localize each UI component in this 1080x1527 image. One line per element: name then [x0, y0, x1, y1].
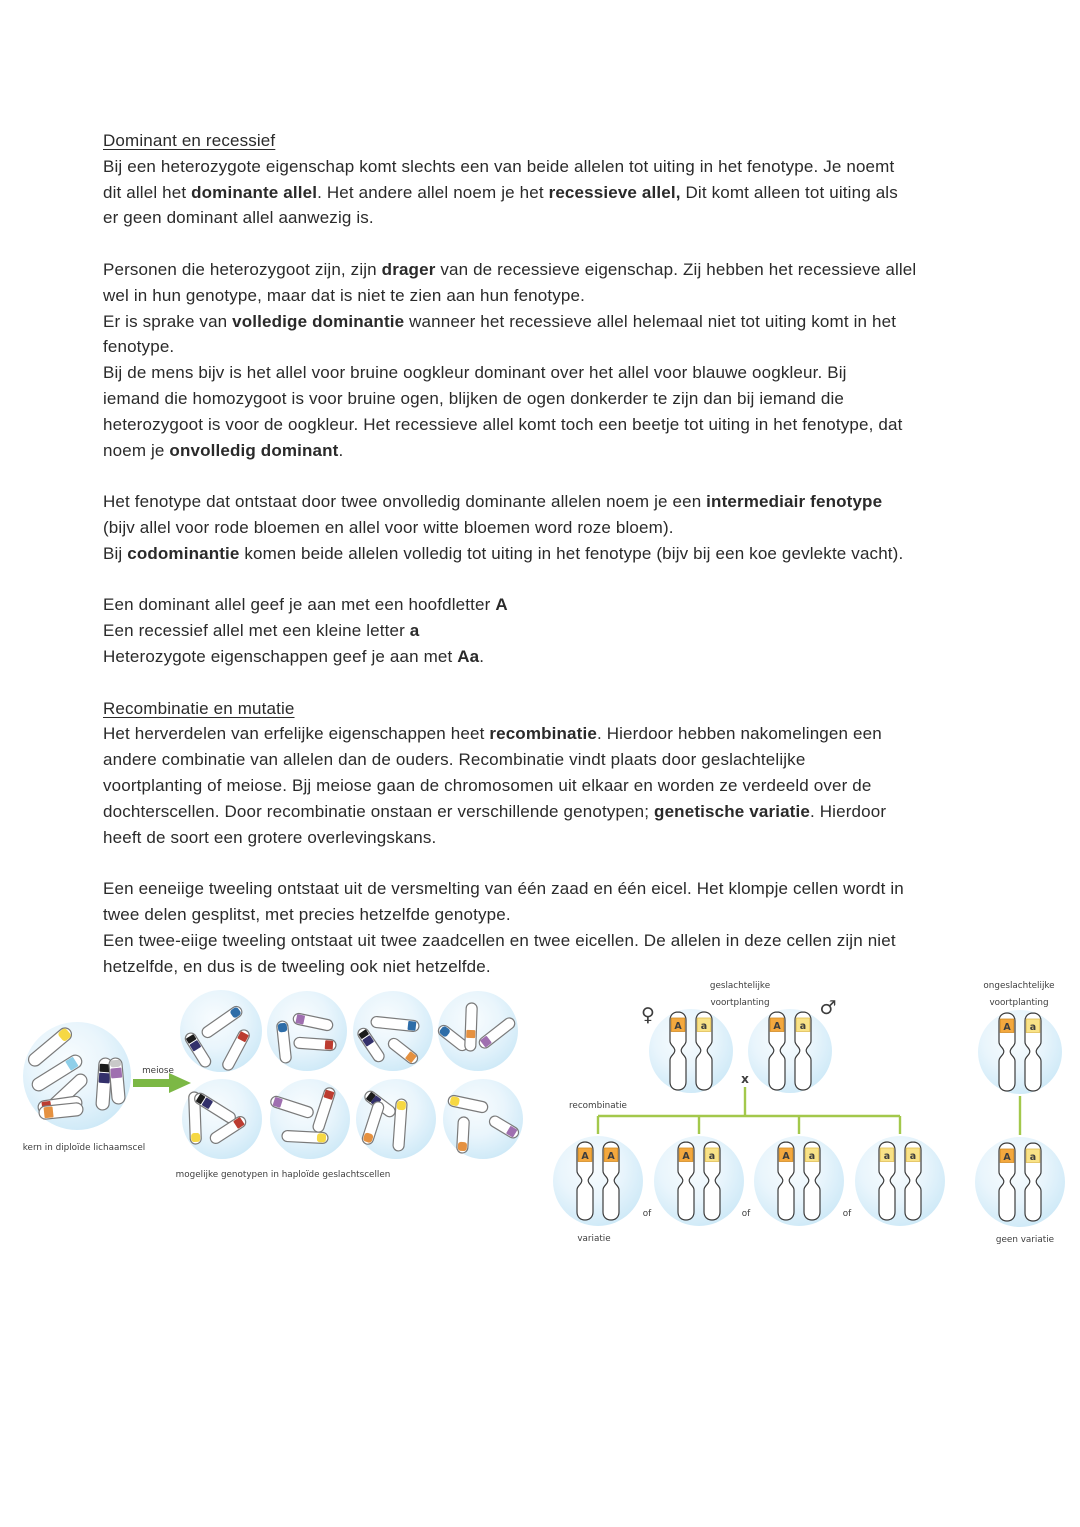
asexual-parent-cell: [978, 1010, 1062, 1094]
text-line: Het herverdelen van erfelijke eigenschappen heet recombinatie. Hierdoor hebben nakomelingen een: [103, 724, 882, 744]
text-line: dochterscellen. Door recombinatie onstaan er verschillende genotypen; genetische variatie. Hierdoor: [103, 801, 887, 821]
genetics-diagrams: [0, 955, 1080, 1295]
meiosis-diagram: [23, 990, 523, 1180]
allele-letter: a: [700, 1020, 708, 1032]
paragraph-gap: [103, 463, 981, 489]
allele-letter: A: [581, 1150, 589, 1162]
asexual-offspring-cell: [975, 1137, 1065, 1227]
asexual-title-line2: voortplanting: [989, 998, 1049, 1008]
text-line: iemand die homozygoot is voor bruine ogen, blijken de ogen donkerder te zijn dan bij iemand die: [103, 388, 844, 408]
text-line: Bij codominantie komen beide allelen volledig tot uiting in het fenotype (bijv bij een koe gevlekte vacht).: [103, 543, 904, 563]
gamete-cell: [267, 991, 347, 1071]
gametes-caption: mogelijke genotypen in haploïde geslachtscellen: [175, 1170, 391, 1180]
text-line: andere combinatie van allelen dan de ouders. Recombinatie vindt plaats door geslachtelijke: [103, 750, 806, 770]
text-line: fenotype.: [103, 337, 175, 357]
section-heading: Recombinatie en mutatie: [103, 698, 295, 718]
parent-cell-female: [649, 1009, 733, 1093]
text-line: voortplanting of meiose. Bjj meiose gaan de chromosomen uit elkaar en worden ze verdeeld over de: [103, 775, 872, 795]
allele-letter: a: [909, 1150, 917, 1162]
text-line: hetzelfde, en dus is de tweeling ook niet hetzelfde.: [103, 956, 491, 976]
allele-letter: A: [1003, 1151, 1011, 1163]
parent-cell-male: [748, 1009, 832, 1093]
cross-symbol: x: [741, 1072, 749, 1086]
yellow-band: [317, 1133, 326, 1142]
meiose-arrow-label: meiose: [142, 1066, 174, 1076]
text-line: heeft de soort een grotere overlevingskans.: [103, 827, 437, 847]
meiose-arrow-icon: [133, 1073, 191, 1093]
reproduction-cells: [553, 1009, 1065, 1227]
text-line: (bijv allel voor rode bloemen en allel voor witte bloemen word roze bloem).: [103, 517, 674, 537]
gamete-cell: [182, 1079, 262, 1159]
chromosome: [465, 1003, 478, 1051]
male-icon: ♂: [819, 997, 837, 1019]
text-line: dit allel het dominante allel. Het andere allel noem je het recessieve allel, Dit komt alleen tot uiting als: [103, 182, 898, 202]
gamete-cell: [180, 990, 262, 1072]
orange-band: [44, 1106, 54, 1118]
red-band: [325, 1040, 334, 1050]
orange-band: [458, 1142, 467, 1151]
gamete-cell: [356, 1079, 436, 1159]
asexual-title-line1: ongeslachtelijke: [983, 981, 1055, 991]
offspring-cell: [553, 1136, 643, 1226]
text-line: Een eeneiige tweeling ontstaat uit de versmelting van één zaad en één eicel. Het klompje cellen wordt in: [103, 879, 904, 899]
paragraph-gap: [103, 670, 981, 696]
text-line: Het fenotype dat ontstaat door twee onvolledig dominante allelen noem je een intermediair fenotype: [103, 492, 883, 512]
text-line: heterozygoot is voor de oogkleur. Het recessieve allel komt toch een beetje tot uiting in het fenotype, dat: [103, 414, 903, 434]
allele-letter: a: [799, 1020, 807, 1032]
chromosome: [457, 1117, 470, 1154]
paragraph-gap: [103, 850, 981, 876]
reproduction-diagram: [553, 981, 1065, 1245]
diploid-cell-label: kern in diploïde lichaamscel: [22, 1143, 146, 1153]
gray-band: [110, 1060, 122, 1068]
yellow-band: [191, 1133, 200, 1142]
or-label-2: of: [741, 1209, 751, 1219]
text-line: Heterozygote eigenschappen geef je aan met Aa.: [103, 646, 485, 666]
offspring-cell: [855, 1136, 945, 1226]
navy-band: [99, 1073, 111, 1084]
offspring-cell: [654, 1136, 744, 1226]
text-line: twee delen gesplitst, met precies hetzelfde genotype.: [103, 904, 511, 924]
no-variation-label: geen variatie: [995, 1235, 1055, 1245]
allele-letter: A: [674, 1020, 682, 1032]
allele-letter: A: [682, 1150, 690, 1162]
text-line: er geen dominant allel aanwezig is.: [103, 208, 374, 228]
allele-letter: A: [607, 1150, 615, 1162]
text-line: noem je onvolledig dominant.: [103, 440, 344, 460]
allele-letter: a: [883, 1150, 891, 1162]
text-line: wel in hun genotype, maar dat is niet te zien aan hun fenotype.: [103, 285, 585, 305]
text-line: Een recessief allel met een kleine letter a: [103, 621, 420, 641]
text-line: Personen die heterozygoot zijn, zijn drager van de recessieve eigenschap. Zij hebben het recessieve allel: [103, 259, 917, 279]
violet-band: [110, 1068, 122, 1079]
text-line: Bij de mens bijv is het allel voor bruine oogkleur dominant over het allel voor blauwe oogkleur. Bij: [103, 363, 847, 383]
paragraph-gap: [103, 231, 981, 257]
recombination-tree-lines: [598, 1087, 900, 1134]
document-text: [103, 128, 981, 979]
gamete-cell: [443, 1079, 523, 1159]
section-heading: Dominant en recessief: [103, 131, 276, 150]
sexual-title-line1: geslachtelijke: [709, 981, 771, 991]
allele-letter: A: [782, 1150, 790, 1162]
allele-letter: a: [1029, 1021, 1037, 1033]
allele-letter: A: [773, 1020, 781, 1032]
text-line: Er is sprake van volledige dominantie wanneer het recessieve allel helemaal niet tot uiting komt in het: [103, 311, 897, 331]
blue-band: [407, 1021, 416, 1031]
offspring-cell: [754, 1136, 844, 1226]
chromosome: [282, 1130, 329, 1143]
blue-band: [278, 1023, 288, 1033]
text-line: Bij een heterozygote eigenschap komt slechts een van beide allelen tot uiting in het fenotype. Je noemt: [103, 156, 895, 176]
allele-letter: a: [1029, 1151, 1037, 1163]
gamete-cell: [353, 991, 433, 1071]
sexual-title-line2: voortplanting: [710, 998, 770, 1008]
text-line: Een dominant allel geef je aan met een hoofdletter A: [103, 595, 508, 615]
allele-letter: A: [1003, 1021, 1011, 1033]
female-icon: ♀: [641, 1004, 655, 1026]
gamete-cell: [436, 991, 518, 1071]
gamete-cell: [269, 1079, 350, 1159]
text-line: Een twee-eiige tweeling ontstaat uit twee zaadcellen en twee eicellen. De allelen in deze cellen zijn niet: [103, 930, 896, 950]
chromosome: [294, 1037, 337, 1051]
allele-letter: a: [708, 1150, 716, 1162]
orange-band: [466, 1030, 475, 1038]
variation-label: variatie: [577, 1234, 611, 1244]
allele-letter: a: [808, 1150, 816, 1162]
gamete-cells: [180, 990, 523, 1159]
yellow-band: [397, 1101, 407, 1111]
or-label-3: of: [842, 1209, 852, 1219]
paragraph-gap: [103, 567, 981, 593]
or-label-1: of: [642, 1209, 652, 1219]
recombination-label: recombinatie: [569, 1101, 627, 1111]
